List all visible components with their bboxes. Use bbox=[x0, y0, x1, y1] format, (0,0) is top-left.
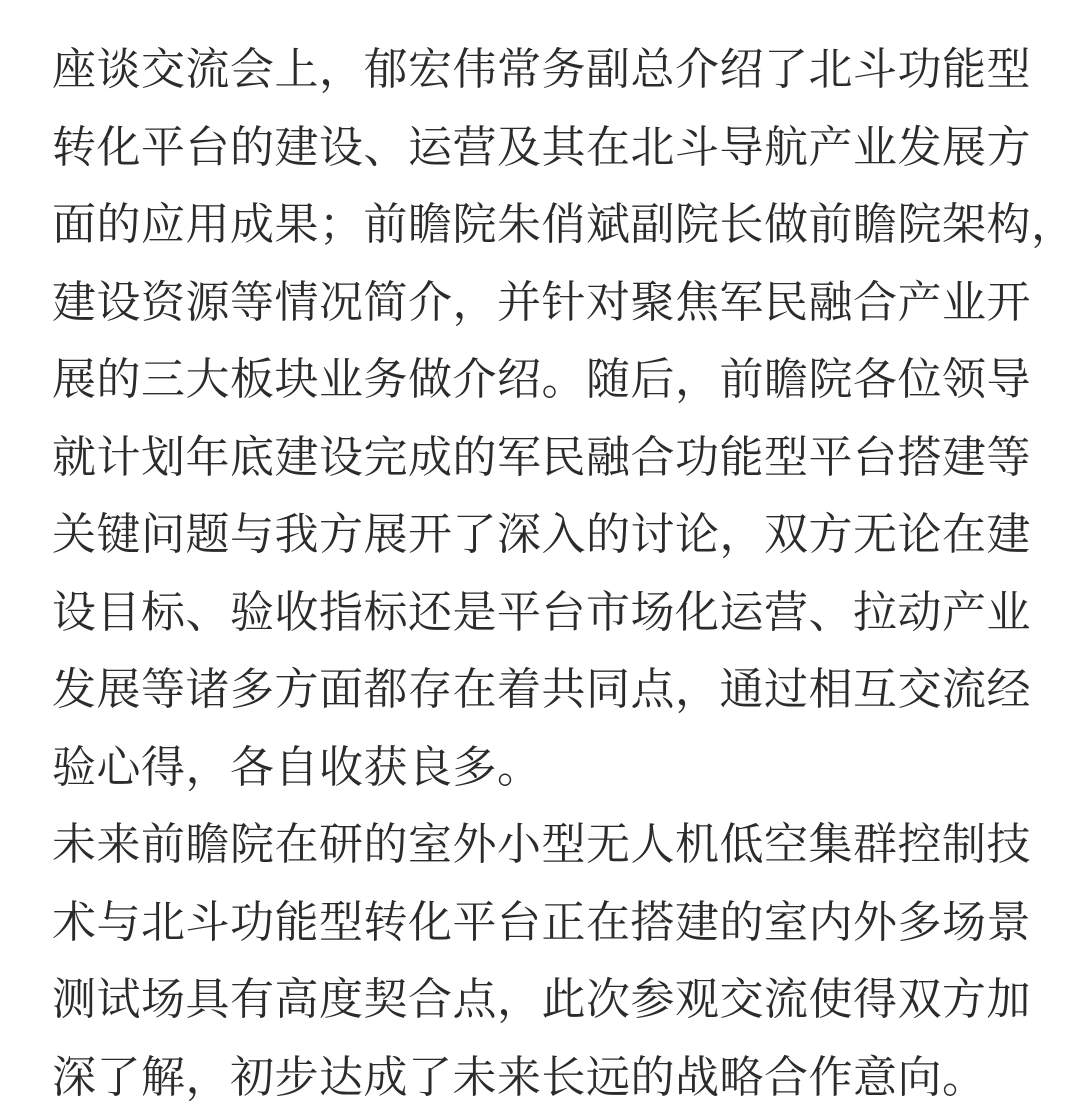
text-line: 转化平台的建设、运营及其在北斗导航产业发展方 bbox=[52, 109, 1052, 187]
text-line: 发展等诸多方面都存在着共同点，通过相互交流经 bbox=[52, 651, 1052, 729]
text-line: 展的三大板块业务做介绍。随后，前瞻院各位领导 bbox=[52, 341, 1052, 419]
text-line: 就计划年底建设完成的军民融合功能型平台搭建等 bbox=[52, 419, 1052, 497]
article-body bbox=[52, 31, 1052, 1116]
text-line: 术与北斗功能型转化平台正在搭建的室内外多场景 bbox=[52, 884, 1052, 962]
paragraph-meeting bbox=[52, 31, 1052, 806]
text-line: 未来前瞻院在研的室外小型无人机低空集群控制技 bbox=[52, 806, 1052, 884]
text-line: 建设资源等情况简介，并针对聚焦军民融合产业开 bbox=[52, 264, 1052, 342]
text-line: 测试场具有高度契合点，此次参观交流使得双方加 bbox=[52, 961, 1052, 1039]
text-line: 深了解，初步达成了未来长远的战略合作意向。 bbox=[52, 1039, 1052, 1116]
text-line: 关键问题与我方展开了深入的讨论，双方无论在建 bbox=[52, 496, 1052, 574]
text-line: 座谈交流会上，郁宏伟常务副总介绍了北斗功能型 bbox=[52, 31, 1052, 109]
text-line: 设目标、验收指标还是平台市场化运营、拉动产业 bbox=[52, 574, 1052, 652]
text-line: 面的应用成果；前瞻院朱俏斌副院长做前瞻院架构， bbox=[52, 186, 1052, 264]
text-line: 验心得，各自收获良多。 bbox=[52, 729, 1052, 807]
paragraph-future-cooperation bbox=[52, 806, 1052, 1116]
